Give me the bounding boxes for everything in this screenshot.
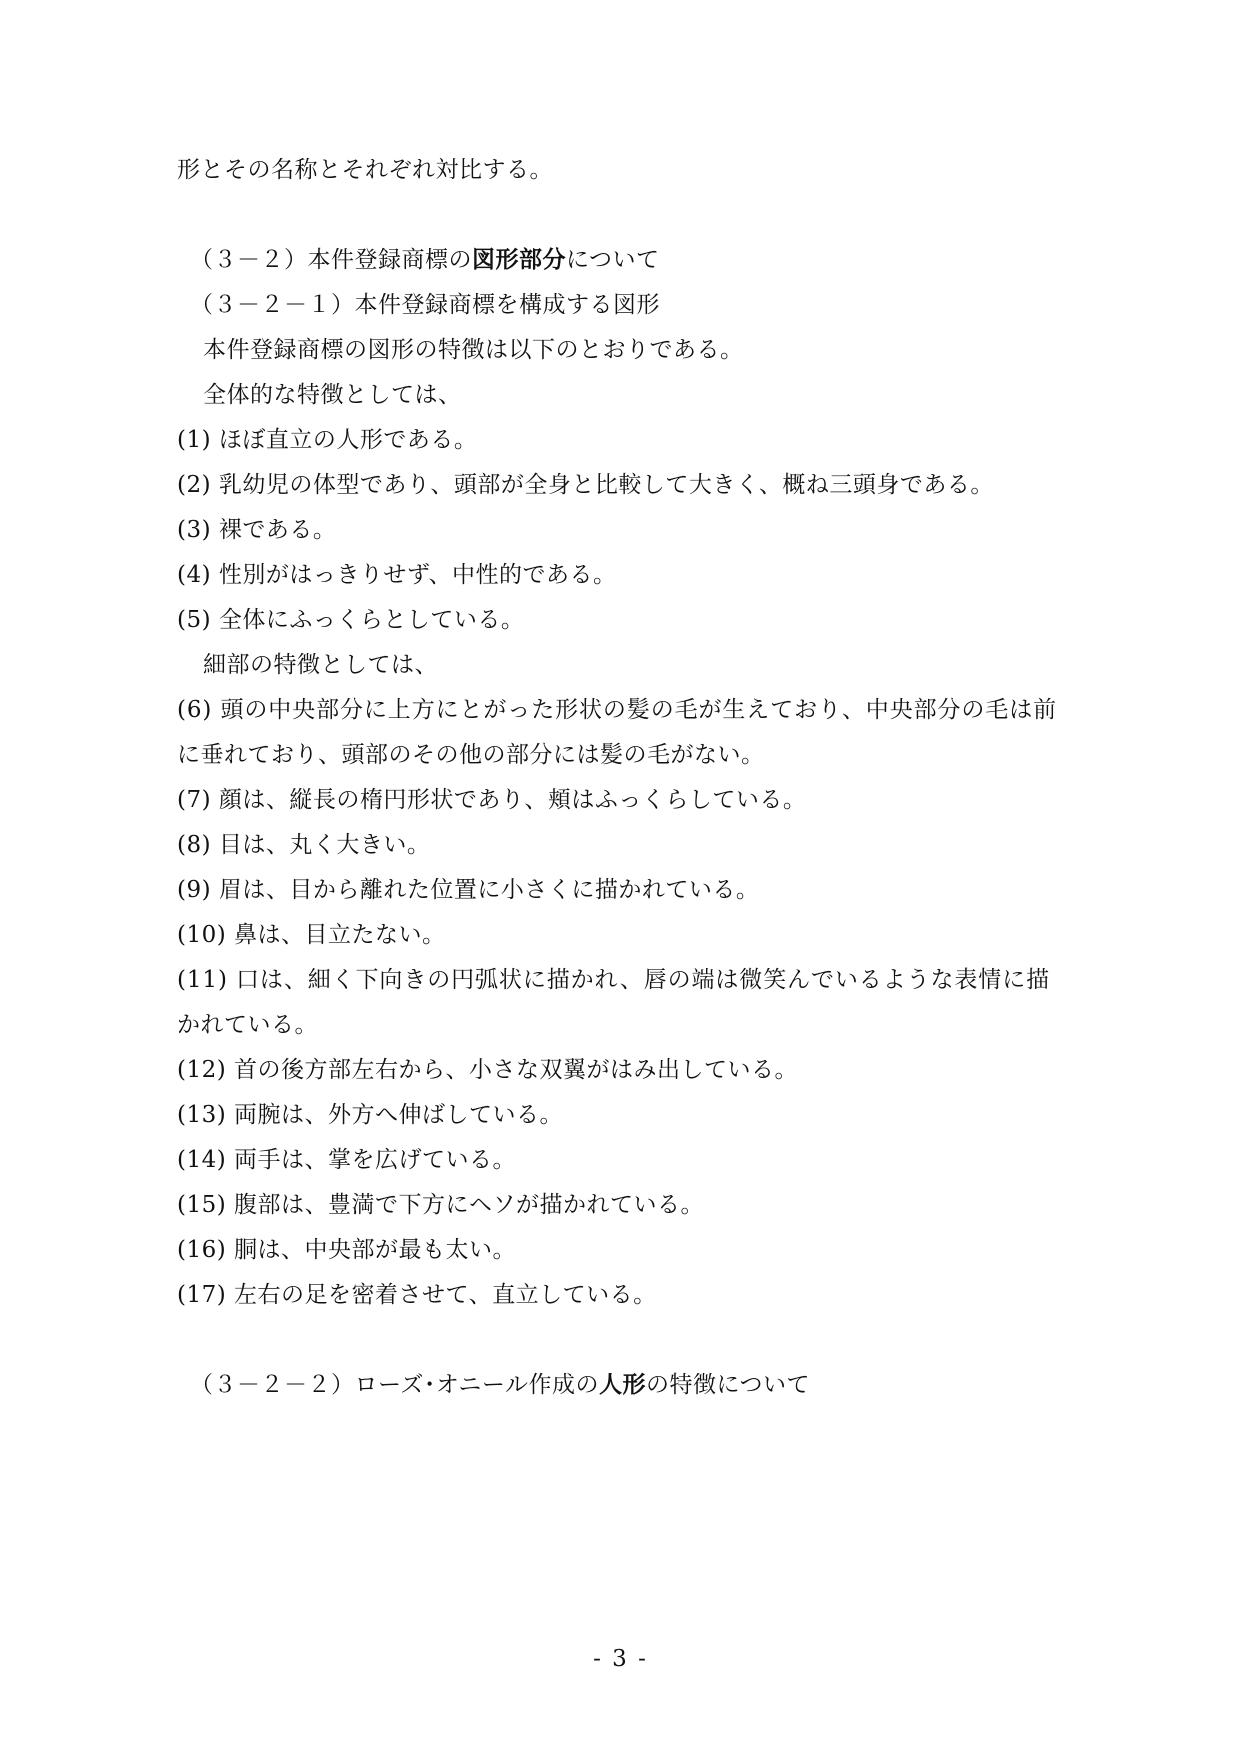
heading-text: （３－２）本件登録商標の bbox=[190, 247, 472, 273]
feature-item: (11) 口は、細く下向きの円弧状に描かれ、唇の端は微笑んでいるような表情に描 bbox=[177, 967, 1051, 993]
section-heading-3-2-2 bbox=[190, 1370, 810, 1400]
feature-item: (14) 両手は、掌を広げている。 bbox=[177, 1147, 517, 1173]
feature-item: (10) 鼻は、目立たない。 bbox=[177, 922, 446, 948]
heading-emphasis: 図形部分 bbox=[472, 246, 566, 273]
paragraph-intro: 本件登録商標の図形の特徴は以下のとおりである。 bbox=[203, 337, 744, 363]
feature-item: (1) ほぼ直立の人形である。 bbox=[177, 427, 478, 453]
feature-item-continuation: かれている。 bbox=[177, 1012, 318, 1038]
body-text-line: 形とその名称とそれぞれ対比する。 bbox=[177, 157, 553, 183]
page-number: - 3 - bbox=[593, 1646, 648, 1672]
heading-text: について bbox=[566, 247, 660, 273]
heading-emphasis: 人形 bbox=[598, 1371, 646, 1398]
feature-item: (2) 乳幼児の体型であり、頭部が全身と比較して大きく、概ね三頭身である。 bbox=[177, 472, 994, 498]
feature-item: (16) 胴は、中央部が最も太い。 bbox=[177, 1237, 517, 1263]
paragraph-detail: 細部の特徴としては、 bbox=[203, 652, 438, 678]
heading-text: （３－２－２）ローズ･オニール作成の bbox=[190, 1372, 599, 1398]
feature-item: (8) 目は、丸く大きい。 bbox=[177, 832, 431, 858]
feature-item: (9) 眉は、目から離れた位置に小さくに描かれている。 bbox=[177, 877, 760, 903]
feature-item: (12) 首の後方部左右から、小さな双翼がはみ出している。 bbox=[177, 1057, 799, 1083]
feature-item: (13) 両腕は、外方へ伸ばしている。 bbox=[177, 1102, 564, 1128]
feature-item: (17) 左右の足を密着させて、直立している。 bbox=[177, 1282, 657, 1308]
feature-item: (15) 腹部は、豊満で下方にヘソが描かれている。 bbox=[177, 1192, 705, 1218]
feature-item: (7) 顔は、縦長の楕円形状であり、頬はふっくらしている。 bbox=[177, 787, 807, 813]
section-heading-3-2-1: （３－２－１）本件登録商標を構成する図形 bbox=[190, 292, 660, 318]
feature-item: (4) 性別がはっきりせず、中性的である。 bbox=[177, 562, 617, 588]
feature-item: (3) 裸である。 bbox=[177, 517, 337, 543]
heading-text: の特徴について bbox=[645, 1372, 811, 1398]
feature-item: (5) 全体にふっくらとしている。 bbox=[177, 607, 525, 633]
feature-item: (6) 頭の中央部分に上方にとがった形状の髪の毛が生えており、中央部分の毛は前 bbox=[177, 697, 1057, 723]
paragraph-overall: 全体的な特徴としては、 bbox=[203, 382, 462, 408]
feature-item-continuation: に垂れており、頭部のその他の部分には髪の毛がない。 bbox=[177, 742, 765, 768]
section-heading-3-2 bbox=[190, 245, 660, 275]
